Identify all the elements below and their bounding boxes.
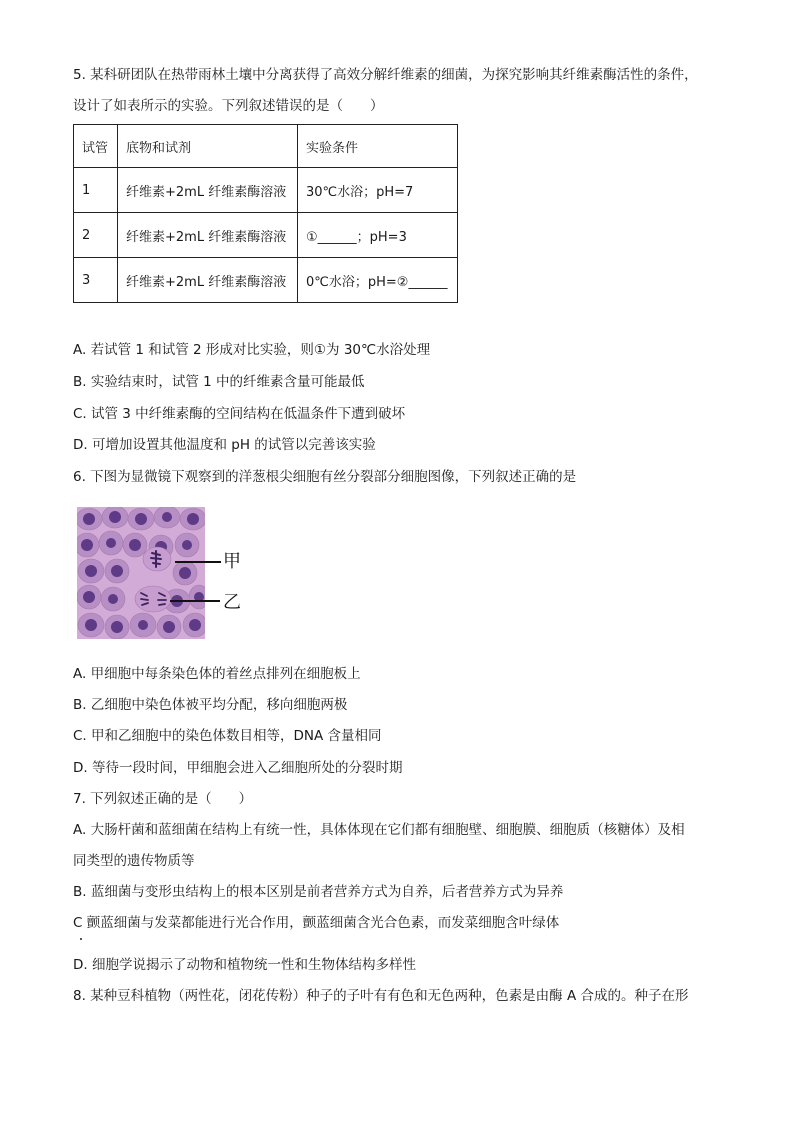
table-row bbox=[74, 213, 458, 258]
q6-option-a: A. 甲细胞中每条染色体的着丝点排列在细胞板上 bbox=[73, 666, 361, 682]
label-pointer-jia bbox=[175, 561, 221, 563]
table-header-row bbox=[74, 125, 458, 168]
q6-stem: 6. 下图为显微镜下观察到的洋葱根尖细胞有丝分裂部分细胞图像，下列叙述正确的是 bbox=[73, 469, 577, 485]
q7-option-a-line1: A. 大肠杆菌和蓝细菌在结构上有统一性，具体体现在它们都有细胞壁、细胞膜、细胞质（核糖体）及相 bbox=[73, 822, 685, 838]
q6-option-c: C. 甲和乙细胞中的染色体数目相等，DNA 含量相同 bbox=[73, 728, 382, 744]
table-row bbox=[74, 258, 458, 303]
q5-option-d: D. 可增加设置其他温度和 pH 的试管以完善该实验 bbox=[73, 437, 376, 453]
table-cell: ①______；pH=3 bbox=[298, 213, 458, 258]
table-cell: 0℃水浴；pH=②______ bbox=[298, 258, 458, 303]
table-cell: 纤维素+2mL 纤维素酶溶液 bbox=[118, 168, 298, 213]
table-header-cell: 底物和试剂 bbox=[118, 125, 298, 168]
label-jia: 甲 bbox=[223, 551, 241, 572]
table-cell: 30℃水浴；pH=7 bbox=[298, 168, 458, 213]
q5-option-c: C. 试管 3 中纤维素酶的空间结构在低温条件下遭到破坏 bbox=[73, 406, 406, 422]
q5-stem-line2: 设计了如表所示的实验。下列叙述错误的是（ ） bbox=[73, 98, 384, 114]
table-header-cell: 实验条件 bbox=[298, 125, 458, 168]
onion-root-cells-image bbox=[77, 507, 205, 639]
q6-option-b: B. 乙细胞中染色体被平均分配，移向细胞两极 bbox=[73, 697, 348, 713]
table-cell: 纤维素+2mL 纤维素酶溶液 bbox=[118, 213, 298, 258]
q7-option-a-line2: 同类型的遗传物质等 bbox=[73, 853, 195, 869]
stray-mark bbox=[80, 938, 82, 940]
q7-option-c: C 颤蓝细菌与发菜都能进行光合作用，颤蓝细菌含光合色素，而发菜细胞含叶绿体 bbox=[73, 915, 560, 931]
q5-option-a: A. 若试管 1 和试管 2 形成对比实验，则①为 30℃水浴处理 bbox=[73, 342, 431, 358]
q5-option-b: B. 实验结束时，试管 1 中的纤维素含量可能最低 bbox=[73, 374, 365, 390]
experiment-table bbox=[73, 124, 458, 303]
q5-stem-line1: 5. 某科研团队在热带雨林土壤中分离获得了高效分解纤维素的细菌，为探究影响其纤维素酶活性的条件， bbox=[73, 67, 698, 83]
table-cell: 纤维素+2mL 纤维素酶溶液 bbox=[118, 258, 298, 303]
q8-stem: 8. 某种豆科植物（两性花，闭花传粉）种子的子叶有有色和无色两种，色素是由酶 A 合成的。种子在形 bbox=[73, 988, 689, 1004]
label-yi: 乙 bbox=[223, 592, 241, 613]
q7-stem: 7. 下列叙述正确的是（ ） bbox=[73, 791, 253, 807]
micrograph-image bbox=[77, 507, 205, 639]
table-cell: 2 bbox=[74, 213, 118, 258]
table-row bbox=[74, 168, 458, 213]
label-pointer-yi bbox=[170, 600, 220, 602]
q7-option-b: B. 蓝细菌与变形虫结构上的根本区别是前者营养方式为自养，后者营养方式为异养 bbox=[73, 884, 564, 900]
table-header-cell: 试管 bbox=[74, 125, 118, 168]
table-cell: 1 bbox=[74, 168, 118, 213]
q7-option-d: D. 细胞学说揭示了动物和植物统一性和生物体结构多样性 bbox=[73, 957, 416, 973]
table-cell: 3 bbox=[74, 258, 118, 303]
q6-option-d: D. 等待一段时间，甲细胞会进入乙细胞所处的分裂时期 bbox=[73, 760, 403, 776]
